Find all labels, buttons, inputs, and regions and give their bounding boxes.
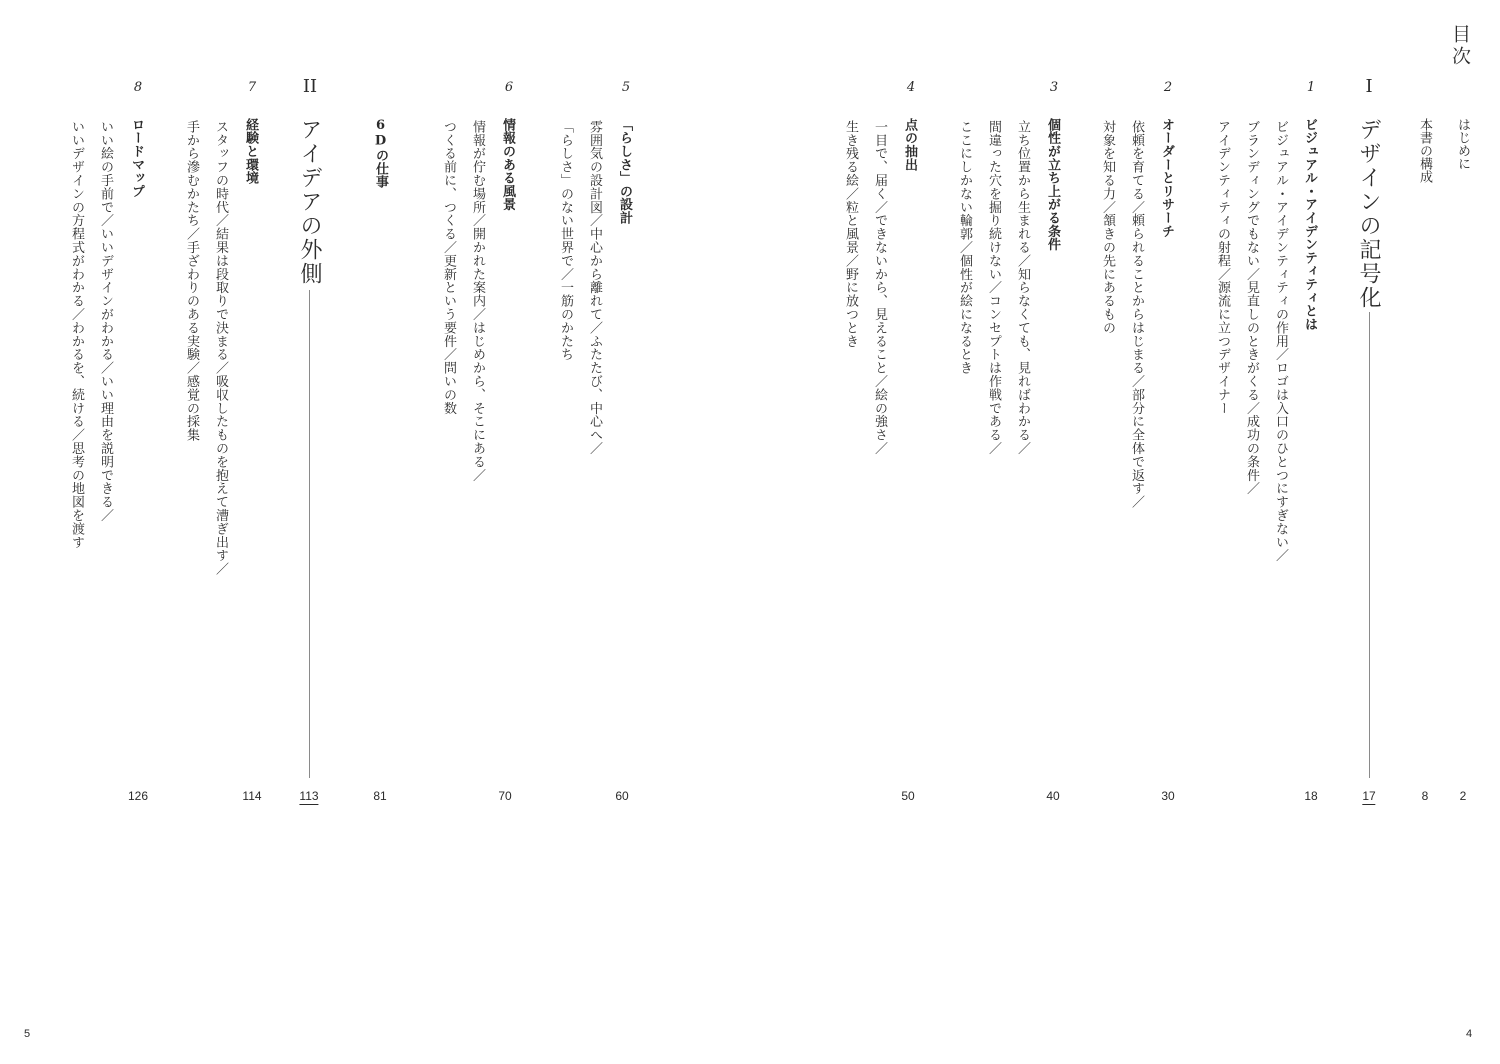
folio-right: 4	[1466, 1028, 1473, 1040]
chapter-5-page-number: 60	[615, 789, 629, 803]
part2-title: アイデアの外側	[297, 118, 322, 286]
chapter-1-detail-3: アイデンティティの射程／源流に立つデザイナー	[1215, 120, 1230, 415]
page-number-book-structure: 8	[1421, 789, 1429, 803]
chapter-8-detail-1: いい絵の手前で／いいデザインがわかる／いい理由を説明できる／	[98, 120, 113, 522]
part1-page-number: 17	[1362, 789, 1376, 803]
chapter-1-detail-1: ビジュアル・アイデンティティの作用／ロゴは入口のひとつにすぎない／	[1273, 120, 1288, 563]
chapter-3-page-number: 40	[1046, 789, 1060, 803]
chapter-8-title: ロードマップ	[129, 118, 144, 198]
chapter-4-page-number: 50	[901, 789, 915, 803]
toc-title: 目次	[1449, 24, 1471, 68]
chapter-1-page-number: 18	[1304, 789, 1318, 803]
chapter-2-number: 2	[1163, 80, 1173, 95]
chapter-2-page-number: 30	[1161, 789, 1175, 803]
part2-leader-line	[309, 290, 310, 778]
chapter-4-title: 点の抽出	[902, 118, 917, 172]
chapter-1-number: 1	[1306, 80, 1316, 95]
part1-title: デザインの記号化	[1356, 118, 1381, 310]
chapter-5-detail-1: 雰囲気の設計図／中心から離れて／ふたたび、中心へ／	[587, 120, 602, 455]
chapter-3-number: 3	[1049, 80, 1059, 95]
chapter-4-detail-1: 一目で、届く／できないから、見えること／絵の強さ／	[872, 120, 887, 455]
chapter-3-detail-2: 間違った穴を掘り続けない／コンセプトは作戦である／	[986, 120, 1001, 455]
chapter-2-detail-2: 対象を知る力／頷きの先にあるもの	[1100, 120, 1115, 335]
chapter-4-detail-2: 生き残る絵／粒と風景／野に放つとき	[843, 120, 858, 348]
chapter-5-detail-2: 「らしさ」のない世界で／一筋のかたち	[558, 120, 573, 362]
page-number-introduction: 2	[1459, 789, 1467, 803]
folio-left: 5	[24, 1028, 31, 1040]
part1-numeral: I	[1365, 76, 1373, 97]
chapter-7-number: 7	[247, 80, 257, 95]
chapter-7-detail-1: スタッフの時代／結果は段取りで決まる／吸収したものを抱えて漕ぎ出す／	[213, 120, 228, 576]
chapter-6-title: 情報のある風景	[500, 118, 515, 212]
chapter-3-detail-1: 立ち位置から生まれる／知らなくても、見ればわかる／	[1015, 120, 1030, 455]
chapter-6-number: 6	[504, 80, 514, 95]
chapter-1-title: ビジュアル・アイデンティティとは	[1302, 118, 1317, 331]
chapter-1-detail-2: ブランディングでもない／見直しのときがくる／成功の条件／	[1244, 120, 1259, 496]
entry-book-structure: 本書の構成	[1417, 118, 1432, 183]
chapter-6-page-number: 70	[498, 789, 512, 803]
chapter-5-number: 5	[621, 80, 631, 95]
chapter-2-detail-1: 依頼を育てる／頼られることからはじまる／部分に全体で返す／	[1129, 120, 1144, 509]
chapter-3-title: 個性が立ち上がる条件	[1045, 118, 1060, 251]
chapter-7-detail-2: 手から滲むかたち／手ざわりのある実験／感覚の採集	[184, 120, 199, 442]
chapter-6-detail-1: 情報が佇む場所／開かれた案内／はじめから、そこにある／	[470, 120, 485, 482]
chapter-8-number: 8	[133, 80, 143, 95]
chapter-7-title: 経験と環境	[243, 118, 258, 185]
chapter-4-number: 4	[906, 80, 916, 95]
chapter-8-page-number: 126	[127, 789, 149, 803]
chapter-6-detail-2: つくる前に、つくる／更新という要件／問いの数	[441, 120, 456, 415]
chapter-8-detail-2: いいデザインの方程式がわかる／わかるを、続ける／思考の地図を渡す	[69, 120, 84, 549]
part1-leader-line	[1369, 312, 1370, 778]
entry-introduction: はじめに	[1455, 118, 1470, 170]
chapter-2-title: オーダーとリサーチ	[1159, 118, 1174, 238]
page-number-6d-works: 81	[373, 789, 387, 803]
entry-6d-works: 6Dの仕事	[373, 118, 388, 189]
chapter-3-detail-3: ここにしかない輪郭／個性が絵になるとき	[957, 120, 972, 375]
part2-page-number: 113	[299, 789, 319, 803]
chapter-5-title: 「らしさ」の設計	[617, 118, 632, 225]
part2-numeral: II	[302, 76, 318, 97]
chapter-7-page-number: 114	[242, 789, 262, 803]
